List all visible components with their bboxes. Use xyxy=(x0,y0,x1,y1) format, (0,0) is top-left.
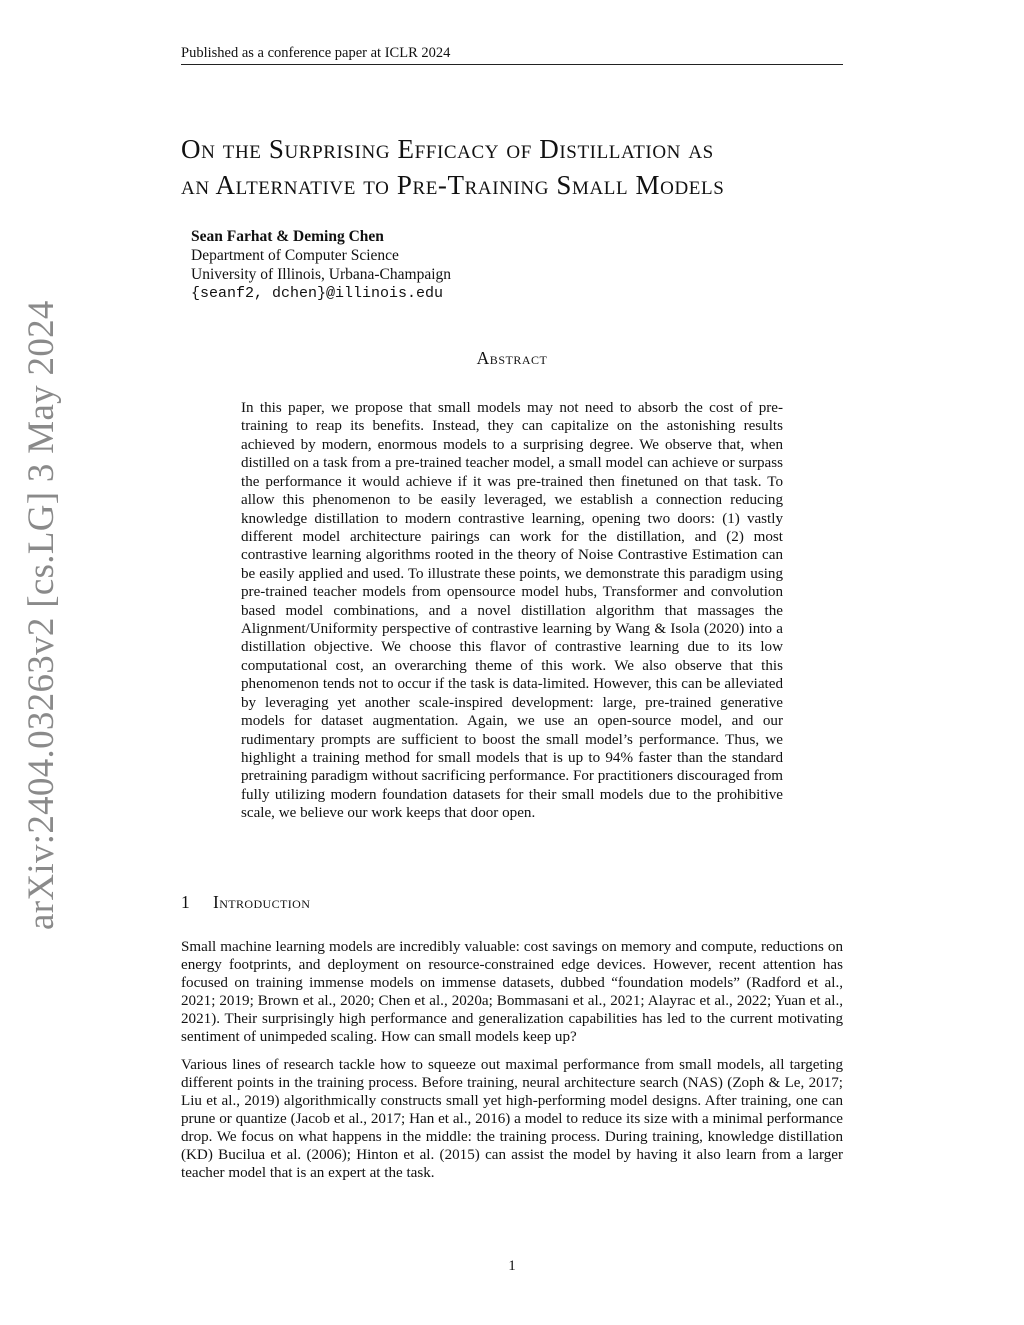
intro-paragraph-2: Various lines of research tackle how to squeeze out maximal performance from small models, all targeting different points in the training process. Before training, neural architecture search (NAS) (Zoph & Le, 2017; Liu et al., 2019) algorithmically constructs small yet high-performing model designs. After training, one can prune or quantize (Jacob et al., 2017; Han et al., 2016) a model to reduce its size with a minimal performance drop. We focus on what happens in the middle: the training process. During training, knowledge distillation (KD) Bucilua et al. (2006); Hinton et al. (2015) can assist the model by having it also learn from a larger teacher model that is an expert at the task. xyxy=(181,1056,843,1182)
title-line-2: an Alternative to Pre-Training Small Models xyxy=(181,170,725,200)
section-heading-introduction xyxy=(181,892,310,913)
title-line-1: On the Surprising Efficacy of Distillation as xyxy=(181,134,714,164)
abstract-heading: Abstract xyxy=(476,348,548,368)
page-number: 1 xyxy=(508,1258,516,1274)
author-university: University of Illinois, Urbana-Champaign xyxy=(191,266,452,283)
abstract-body: In this paper, we propose that small models may not need to absorb the cost of pre-training to reap its benefits. Instead, they can capitalize on the astonishing results achieved by modern, enormous models to a surprising degree. We observe that, when distilled on a task from a pre-trained teacher model, a small model can achieve or surpass the performance it would achieve if it was pre-trained then finetuned on that task. To allow this phenomenon to be easily leveraged, we establish a connection reducing knowledge distillation to modern contrastive learning, opening two doors: (1) vastly different model architecture pairings can work for the distillation, and (2) most contrastive learning algorithms rooted in the theory of Noise Contrastive Estimation can be easily applied and used. To illustrate these points, we demonstrate this paradigm using pre-trained teacher models from opensource model hubs, Transformer and convolution based model combinations, and a novel distillation algorithm that massages the Alignment/Uniformity perspective of contrastive learning by Wang & Isola (2020) into a distillation objective. We choose this flavor of contrastive learning due to its low computational cost, an overarching theme of this work. We also observe that this phenomenon tends not to occur if the task is data-limited. However, this can be alleviated by leveraging yet another scale-inspired development: large, pre-trained generative models for dataset augmentation. Again, we use an open-source model, and our rudimentary prompts are sufficient to boost the small model’s performance. Thus, we highlight a training method for small models that is up to 94% faster than the standard pretraining paradigm without sacrificing performance. For practitioners discouraged from fully utilizing modern foundation datasets for their small models due to the prohibitive scale, we believe our work keeps that door open. xyxy=(241,400,783,822)
arxiv-identifier: arXiv:2404.03263v2 [cs.LG] 3 May 2024 xyxy=(21,300,62,930)
author-department: Department of Computer Science xyxy=(191,247,399,264)
intro-paragraph-1: Small machine learning models are incredibly valuable: cost savings on memory and compute, reductions on energy footprints, and deployment on resource-constrained edge devices. However, recent attention has focused on training immense models on immense datasets, dubbed “foundation models” (Radford et al., 2021; 2019; Brown et al., 2020; Chen et al., 2020a; Bommasani et al., 2021; Alayrac et al., 2022; Yuan et al., 2021). Their surprisingly high performance and generalization capabilities has led to the current motivating sentiment of unimpeded scaling. How can small models keep up? xyxy=(181,939,843,1046)
author-email: {seanf2, dchen}@illinois.edu xyxy=(191,285,444,302)
section-number: 1 xyxy=(181,892,191,912)
author-names: Sean Farhat & Deming Chen xyxy=(191,228,384,245)
author-block xyxy=(191,227,691,303)
introduction-body xyxy=(181,938,843,1191)
running-header: Published as a conference paper at ICLR 2024 xyxy=(181,44,843,65)
section-title: Introduction xyxy=(213,892,311,912)
paper-title xyxy=(181,131,861,203)
